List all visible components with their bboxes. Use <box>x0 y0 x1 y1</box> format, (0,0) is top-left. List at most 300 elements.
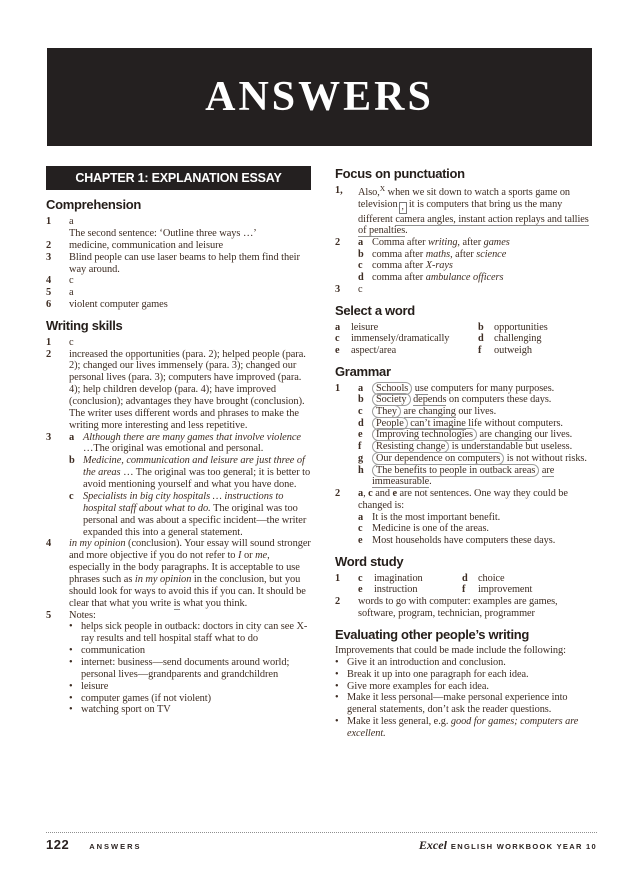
sub-text <box>372 453 597 465</box>
option-row <box>335 322 597 334</box>
bold-text: e <box>392 488 397 500</box>
sub-text <box>83 432 311 456</box>
text-run: it is computers that bring us the many different <box>358 198 563 225</box>
item-number: 2 <box>46 239 52 251</box>
underlined-text: camera angles, instant action replays and tallies of penalties <box>358 213 589 237</box>
option-row <box>358 573 597 585</box>
option-cell <box>335 322 478 334</box>
text-run: The second sentence: ‘Outline three ways …’ <box>69 227 257 239</box>
bullet-item <box>69 704 311 716</box>
underlined-text: is <box>173 597 181 609</box>
footer-right <box>419 838 597 853</box>
text-run: words to go with computer: examples are games, software, program, technician, programmer <box>358 596 558 619</box>
sub-letter: a <box>358 382 364 394</box>
sub-item <box>69 432 311 456</box>
italic-text: writing <box>428 237 458 249</box>
item-number: 2 <box>46 348 52 360</box>
circled-word: Improving technologies <box>372 428 477 441</box>
bullet-item <box>335 657 597 669</box>
answer-item <box>46 299 311 311</box>
item-body <box>69 252 311 276</box>
section-heading: Select a word <box>335 302 415 318</box>
option-grid <box>335 322 597 357</box>
answer-item <box>46 538 311 609</box>
answer-item <box>46 610 311 717</box>
bullet-dot-icon: • <box>69 692 73 704</box>
item-number: 1 <box>46 216 52 228</box>
right-column <box>335 166 597 739</box>
sub-text <box>83 455 311 491</box>
item-number: 2 <box>335 596 341 608</box>
italic-text: I <box>238 550 242 562</box>
text-run: increased the opportunities (para. 2); helped people (para. 2); changed our lives immensely (para. 3); changed our personal lives (para. 3); computers have improved (para. 4); help children develop (para. 4); have improved (conclusion); advantages they have brought (conclusion). The writer uses different words and phrases to make the writing more interesting and less repetitive. <box>69 348 306 431</box>
text-run: are not sentences. One way they could be changed is: <box>358 488 568 511</box>
text-run: our lives. <box>531 429 573 441</box>
item-body <box>358 488 597 547</box>
brand-name: Excel <box>418 838 447 852</box>
option-letter: d <box>478 333 484 345</box>
italic-text: Medicine, communication and leisure are just three of the areas <box>83 455 305 479</box>
text-run: Give more examples for each idea. <box>347 680 489 692</box>
text-run: violent computer games <box>69 299 168 311</box>
circled-word: People <box>372 417 408 430</box>
item-number: 6 <box>46 299 52 311</box>
item-body <box>69 349 311 432</box>
bullet-dot-icon: • <box>69 680 73 692</box>
option-letter: c <box>335 333 340 345</box>
sub-letter: c <box>358 523 363 535</box>
item-line <box>358 185 597 237</box>
sub-letter: b <box>358 248 364 260</box>
item-line <box>69 216 311 228</box>
bullet-text <box>347 669 597 681</box>
answer-item <box>46 252 311 276</box>
circled-word: They <box>372 405 401 418</box>
underlined-text: are changing <box>479 429 532 441</box>
bullet-dot-icon: • <box>69 645 73 657</box>
section-heading: Word study <box>335 553 404 569</box>
bullet-dot-icon: • <box>335 657 339 669</box>
sub-letter: c <box>358 260 363 272</box>
sub-text <box>372 260 597 272</box>
text-run: or <box>241 550 256 562</box>
sub-item <box>358 272 597 284</box>
item-body <box>69 299 311 311</box>
option-letter: b <box>478 321 484 333</box>
sub-item <box>358 523 597 535</box>
option-text: instruction <box>374 584 418 596</box>
item-line <box>69 610 311 622</box>
text-run: Make it less personal—make personal experience into general statements, don’t ask the reader questions. <box>347 692 568 716</box>
sub-letter: e <box>358 535 363 547</box>
option-letter: f <box>478 344 482 356</box>
sub-item <box>358 260 597 272</box>
item-line <box>69 337 311 349</box>
sub-letter: f <box>358 441 362 453</box>
bullet-text <box>81 621 311 645</box>
sub-text <box>372 535 597 547</box>
item-line <box>69 299 311 311</box>
text-run: computer games (if not violent) <box>81 692 212 704</box>
chapter-bar: CHAPTER 1: EXPLANATION ESSAY <box>46 166 311 190</box>
answer-item <box>335 573 597 596</box>
text-run: helps sick people in outback: doctors in city can see X-ray results and tell hospital staff what to do <box>81 621 308 645</box>
bullet-item <box>335 716 597 739</box>
text-run: Also, <box>358 186 380 198</box>
left-sections <box>46 198 311 716</box>
sub-item <box>358 535 597 547</box>
sub-text <box>372 523 597 535</box>
answer-item <box>46 240 311 252</box>
option-text: leisure <box>351 321 379 333</box>
italic-text: ambulance officers <box>425 272 504 284</box>
circled-word: Our dependence on computers <box>372 452 504 465</box>
answer-item <box>46 216 311 240</box>
bullet-text <box>81 657 311 681</box>
text-run: Break it up into one paragraph for each idea. <box>347 668 529 680</box>
text-run: . <box>405 225 408 237</box>
option-text: challenging <box>494 333 542 345</box>
text-run: and <box>372 488 393 500</box>
circled-word: The benefits to people in outback areas <box>372 464 539 477</box>
section-heading: Evaluating other people’s writing <box>335 626 530 642</box>
answer-item <box>335 185 597 237</box>
item-body <box>69 337 311 349</box>
item-body <box>69 275 311 287</box>
item-body <box>69 432 311 539</box>
circled-word: Society <box>372 393 411 406</box>
option-text: improvement <box>478 584 533 596</box>
sub-letter: a <box>358 237 364 249</box>
item-line <box>69 240 311 252</box>
option-letter: c <box>358 572 363 584</box>
text-run: medicine, communication and leisure <box>69 239 224 251</box>
sub-text <box>372 272 597 284</box>
item-line <box>358 596 597 619</box>
text-run: Notes: <box>69 609 96 621</box>
circled-word: Schools <box>372 382 412 395</box>
option-text: choice <box>478 572 505 584</box>
answer-item <box>335 284 597 296</box>
item-line <box>358 284 597 296</box>
option-row <box>335 333 597 345</box>
answer-item <box>46 432 311 539</box>
sub-text <box>372 512 597 524</box>
italic-text: good for games; computers are excellent. <box>347 715 579 739</box>
bullet-item <box>335 669 597 681</box>
italic-text: Although there are many games that involve violence <box>83 431 301 443</box>
bold-text: c <box>368 488 373 500</box>
bullet-item <box>69 657 311 681</box>
item-number: 3 <box>335 283 341 295</box>
sub-letter: a <box>358 511 364 523</box>
option-letter: a <box>335 321 341 333</box>
text-run: c <box>69 336 74 348</box>
bullet-item <box>69 621 311 645</box>
answer-item <box>46 349 311 432</box>
text-run: Medicine is one of the areas. <box>372 523 489 535</box>
text-run: watching sport on TV <box>81 704 171 716</box>
text-run: understandable but useless. <box>458 441 573 453</box>
item-line <box>358 488 597 511</box>
item-number: 1, <box>335 184 343 196</box>
bullet-dot-icon: • <box>335 668 339 680</box>
text-run: Make it less general, e.g. <box>347 715 451 727</box>
sub-letter: b <box>358 394 364 406</box>
option-grid <box>358 573 597 596</box>
item-number: 2 <box>335 488 341 500</box>
text-run: (conclusion). Your essay will sound stronger and more objective if you do not refer to <box>69 538 311 562</box>
underlined-text: is <box>506 452 514 464</box>
underlined-text: depends <box>413 394 447 406</box>
text-run: , after <box>450 248 477 260</box>
answer-item <box>335 383 597 489</box>
bullet-item <box>335 692 597 715</box>
italic-text: X-rays <box>425 260 453 272</box>
sub-letter: c <box>358 405 363 417</box>
text-run: comma after <box>372 272 426 284</box>
text-run: Improvements that could be made include the following: <box>335 645 566 657</box>
item-line <box>69 275 311 287</box>
italic-text: me <box>255 550 268 562</box>
text-run: comma after <box>372 260 426 272</box>
option-cell <box>462 573 597 585</box>
item-body <box>358 185 597 237</box>
bullet-dot-icon: • <box>69 704 73 716</box>
underlined-text: can’t imagine <box>410 417 466 429</box>
sub-item <box>358 406 597 418</box>
text-run: c <box>69 275 74 287</box>
sub-item <box>358 237 597 249</box>
text-run: Comma after <box>372 237 429 249</box>
bullet-item <box>69 681 311 693</box>
item-number: 4 <box>46 538 52 550</box>
option-cell <box>358 573 462 585</box>
sub-letter: d <box>358 272 364 284</box>
sub-letter: e <box>358 429 363 441</box>
text-run: …The original was emotional and personal. <box>83 443 264 455</box>
item-number: 3 <box>46 431 52 443</box>
text-run: … The original was too general; it is better to avoid mentioning yourself and what you have done. <box>83 467 311 491</box>
answer-item <box>46 337 311 349</box>
italic-text: games <box>483 237 510 249</box>
sub-item <box>358 453 597 465</box>
underlined-text: are changing <box>403 405 456 417</box>
text-run: Most households have computers these days. <box>372 535 556 547</box>
comma-insert-box: , <box>399 202 407 214</box>
italic-text: in my opinion <box>134 573 192 585</box>
bullet-text <box>81 645 311 657</box>
item-number: 4 <box>46 275 52 287</box>
item-line <box>69 228 311 240</box>
text-run: communication <box>81 645 145 657</box>
item-body <box>358 383 597 489</box>
item-body <box>69 610 311 717</box>
sub-item <box>358 512 597 524</box>
option-letter: f <box>462 584 466 596</box>
bullet-item <box>69 645 311 657</box>
option-text: aspect/area <box>351 344 397 356</box>
option-letter: e <box>358 584 363 596</box>
bullet-text <box>81 704 311 716</box>
sub-letter: b <box>69 455 75 467</box>
item-number: 5 <box>46 609 52 621</box>
text-run: c <box>358 283 363 295</box>
sub-text <box>83 491 311 538</box>
text-run: computers for many purposes. <box>428 382 555 394</box>
footer <box>46 832 597 853</box>
item-body <box>69 538 311 609</box>
item-body <box>358 284 597 296</box>
text-run: , after <box>457 237 484 249</box>
bullet-text <box>347 657 597 669</box>
item-number: 1 <box>335 572 341 584</box>
item-line <box>69 287 311 299</box>
sub-text <box>372 237 597 249</box>
text-run: a <box>69 216 74 228</box>
underlined-text: use <box>414 382 429 394</box>
underlined-text: are immeasurable <box>372 464 555 488</box>
italic-text: science <box>476 248 507 260</box>
sub-text <box>372 249 597 261</box>
bullet-text <box>81 681 311 693</box>
page-content <box>46 166 597 739</box>
option-cell <box>462 584 597 596</box>
text-run: The original was too personal and was about a specific incident—the writer expanded this into a general statement. <box>83 502 307 538</box>
footer-section-label: ANSWERS <box>89 842 142 851</box>
text-run: a <box>69 287 74 299</box>
bullet-text <box>81 693 311 705</box>
bullet-text <box>347 681 597 693</box>
italic-text: Specialists in big city hospitals … instructions to hospital staff about what to do. <box>83 490 284 514</box>
text-run: what you think. <box>180 597 248 609</box>
section-heading: Focus on punctuation <box>335 166 465 181</box>
circled-word: Resisting change <box>372 440 449 453</box>
bullet-text <box>347 692 597 715</box>
text-run: on computers these days. <box>446 394 552 406</box>
option-text: outweigh <box>494 344 532 356</box>
text-run: our lives. <box>455 405 497 417</box>
item-body <box>69 216 311 240</box>
sub-item <box>358 465 597 488</box>
text-run: . <box>429 476 432 488</box>
bullet-dot-icon: • <box>335 692 339 704</box>
underlined-text: is <box>451 441 459 453</box>
answer-item <box>335 488 597 547</box>
text-run: comma after <box>372 248 426 260</box>
option-cell <box>478 322 597 334</box>
option-cell <box>335 345 478 357</box>
option-cell <box>478 333 597 345</box>
item-body <box>69 240 311 252</box>
section-heading: Comprehension <box>46 197 142 213</box>
sub-letter: c <box>69 490 74 502</box>
sub-letter: d <box>358 417 364 429</box>
item-number: 1 <box>46 336 52 348</box>
item-number: 2 <box>335 237 341 249</box>
item-number: 5 <box>46 287 52 299</box>
sub-letter: h <box>358 464 364 476</box>
right-sections <box>335 167 597 739</box>
text-run: Give it an introduction and conclusion. <box>347 657 506 669</box>
text-run: It is the most important benefit. <box>372 511 501 523</box>
left-column <box>46 166 311 739</box>
footer-left <box>46 837 142 852</box>
italic-text: in my opinion <box>69 538 126 550</box>
item-number: 3 <box>46 251 52 263</box>
sub-letter: a <box>69 431 75 443</box>
item-number: 1 <box>335 382 341 394</box>
item-body <box>358 573 597 596</box>
text-run: when we sit down to watch a sports game on television <box>358 186 571 210</box>
option-text: immensely/dramatically <box>351 333 450 345</box>
answer-item <box>335 596 597 619</box>
answer-item <box>46 275 311 287</box>
option-row <box>358 584 597 596</box>
book-title: ENGLISH WORKBOOK YEAR 10 <box>450 842 597 851</box>
text-run: in the conclusion, but you should look for ways to avoid this if you can. It should be clear that what you write <box>69 573 306 609</box>
bullet-dot-icon: • <box>69 621 73 633</box>
bullet-item <box>69 693 311 705</box>
item-body <box>358 237 597 284</box>
sub-letter: g <box>358 452 364 464</box>
option-letter: d <box>462 572 468 584</box>
superscript-x-mark: X <box>379 183 386 193</box>
option-letter: e <box>335 344 340 356</box>
bold-text: a <box>358 488 364 500</box>
bullet-dot-icon: • <box>335 680 339 692</box>
banner-title: ANSWERS <box>205 74 434 120</box>
answers-banner <box>47 48 592 146</box>
item-line <box>69 349 311 432</box>
bullet-text <box>347 716 597 739</box>
answer-item <box>46 287 311 299</box>
text-run: Blind people can use laser beams to help them find their way around. <box>69 251 300 275</box>
text-run: leisure <box>81 680 109 692</box>
section-heading: Grammar <box>335 363 391 379</box>
section-heading: Writing skills <box>46 317 123 333</box>
option-row <box>335 345 597 357</box>
text-run: , especially in the body paragraphs. It is acceptable to use phrases such as <box>69 550 300 585</box>
sub-text <box>372 406 597 418</box>
text-run: , <box>363 488 369 500</box>
sub-item <box>358 249 597 261</box>
item-line <box>69 538 311 609</box>
bullet-dot-icon: • <box>69 656 73 668</box>
item-line <box>69 252 311 276</box>
bullet-dot-icon: • <box>335 715 339 727</box>
text-run: internet: business—send documents around world; personal lives—grandparents and grandchildren <box>81 656 290 680</box>
sub-item <box>69 491 311 538</box>
option-cell <box>335 333 478 345</box>
sub-text <box>372 465 597 488</box>
option-text: imagination <box>374 572 423 584</box>
paragraph <box>335 645 597 657</box>
italic-text: maths <box>425 248 451 260</box>
sub-text <box>372 394 597 406</box>
item-body <box>358 596 597 619</box>
option-text: opportunities <box>494 321 548 333</box>
option-cell <box>478 345 597 357</box>
option-cell <box>358 584 462 596</box>
bullet-item <box>335 681 597 693</box>
text-run: not without risks. <box>513 452 587 464</box>
item-body <box>69 287 311 299</box>
sub-item <box>69 455 311 491</box>
answer-item <box>335 237 597 284</box>
page-number: 122 <box>46 837 70 852</box>
text-run: life without computers. <box>465 417 563 429</box>
